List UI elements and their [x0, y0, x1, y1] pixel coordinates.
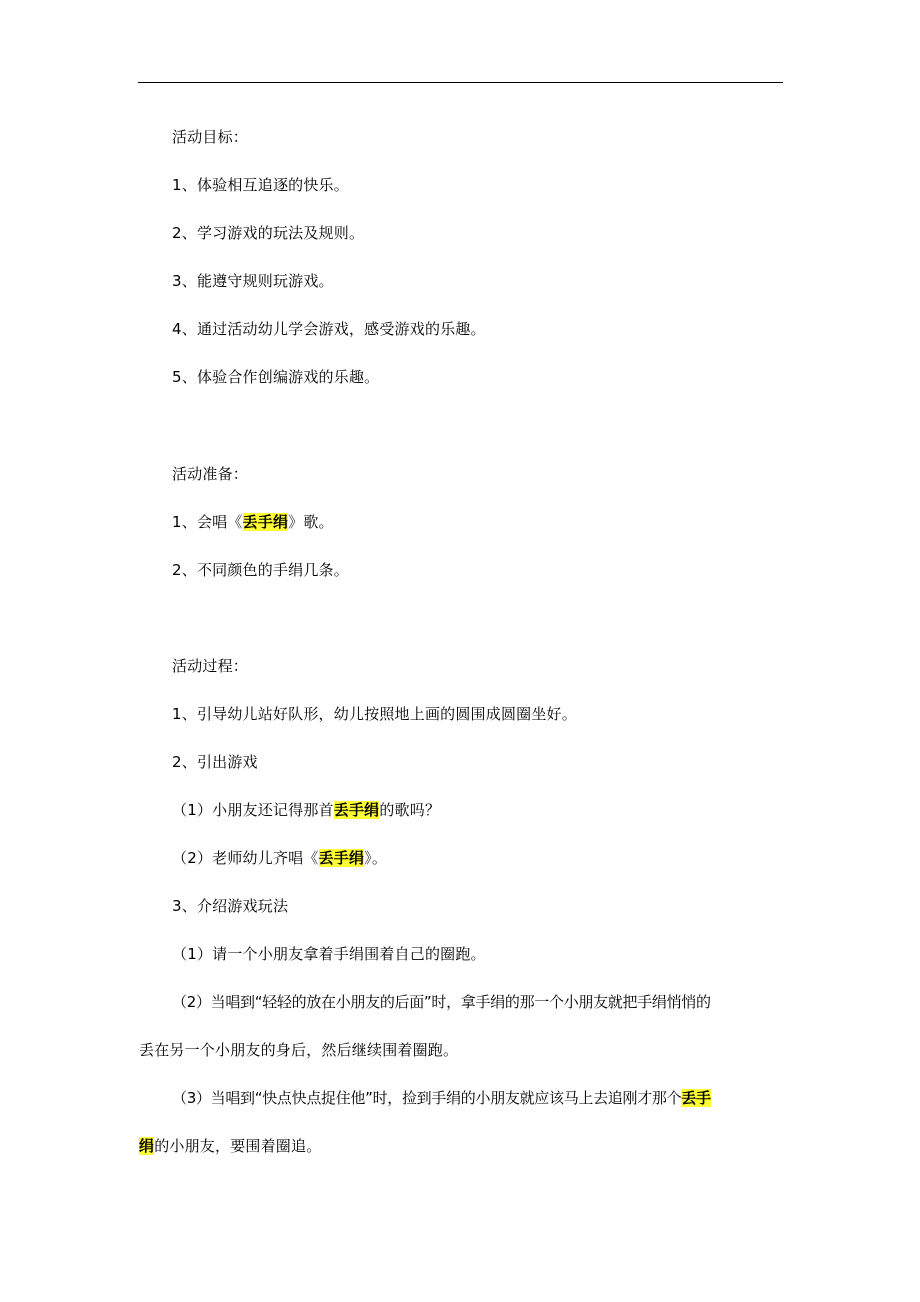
process-step-2-2-pre: （2）老师幼儿齐唱《: [172, 849, 319, 867]
process-step-3-2-line-1: （2）当唱到“轻轻的放在小朋友的后面”时，拿手绢的那一个小朋友就把手绢悄悄的: [172, 993, 711, 1011]
process-step-2: 2、引出游戏: [172, 753, 258, 771]
goals-heading: 活动目标：: [172, 128, 249, 146]
highlighted-term: 丢手绢: [318, 849, 365, 867]
preparation-item-1-pre: 1、会唱《: [172, 513, 243, 531]
highlighted-term: 绢: [139, 1137, 155, 1155]
highlighted-term: 丢手: [681, 1089, 711, 1107]
preparation-heading: 活动准备：: [172, 465, 249, 483]
preparation-item-2: 2、不同颜色的手绢几条。: [172, 561, 349, 579]
process-step-3-3-line-1: [172, 1087, 711, 1109]
process-step-2-2-post: 》。: [364, 849, 388, 867]
header-rule: [138, 82, 783, 83]
process-step-2-1: [172, 799, 440, 821]
highlighted-term: 丢手绢: [242, 513, 289, 531]
process-step-3-2-line-2: 丢在另一个小朋友的身后，然后继续围着圈跑。: [139, 1041, 459, 1059]
process-step-2-1-pre: （1）小朋友还记得那首: [172, 801, 334, 819]
process-step-3-3-post: 的小朋友，要围着圈追。: [154, 1137, 322, 1155]
process-step-3-3-line-2: [139, 1135, 321, 1157]
goal-item-5: 5、体验合作创编游戏的乐趣。: [172, 368, 380, 386]
process-step-2-1-post: 的歌吗？: [379, 801, 441, 819]
process-step-3-1: （1）请一个小朋友拿着手绢围着自己的圈跑。: [172, 945, 486, 963]
goal-item-4: 4、通过活动幼儿学会游戏，感受游戏的乐趣。: [172, 320, 486, 338]
goal-item-3: 3、能遵守规则玩游戏。: [172, 272, 334, 290]
process-heading: 活动过程：: [172, 657, 249, 675]
process-step-1: 1、引导幼儿站好队形，幼儿按照地上画的圆围成圆圈坐好。: [172, 705, 577, 723]
goal-item-1: 1、体验相互追逐的快乐。: [172, 176, 349, 194]
preparation-item-1: [172, 511, 334, 533]
goal-item-2: 2、学习游戏的玩法及规则。: [172, 224, 365, 242]
highlighted-term: 丢手绢: [333, 801, 380, 819]
process-step-2-2: [172, 847, 387, 869]
preparation-item-1-post: 》歌。: [288, 513, 334, 531]
process-step-3-3-pre: （3）当唱到“快点快点捉住他”时，捡到手绢的小朋友就应该马上去追刚才那个: [172, 1089, 682, 1107]
process-step-3: 3、介绍游戏玩法: [172, 897, 289, 915]
